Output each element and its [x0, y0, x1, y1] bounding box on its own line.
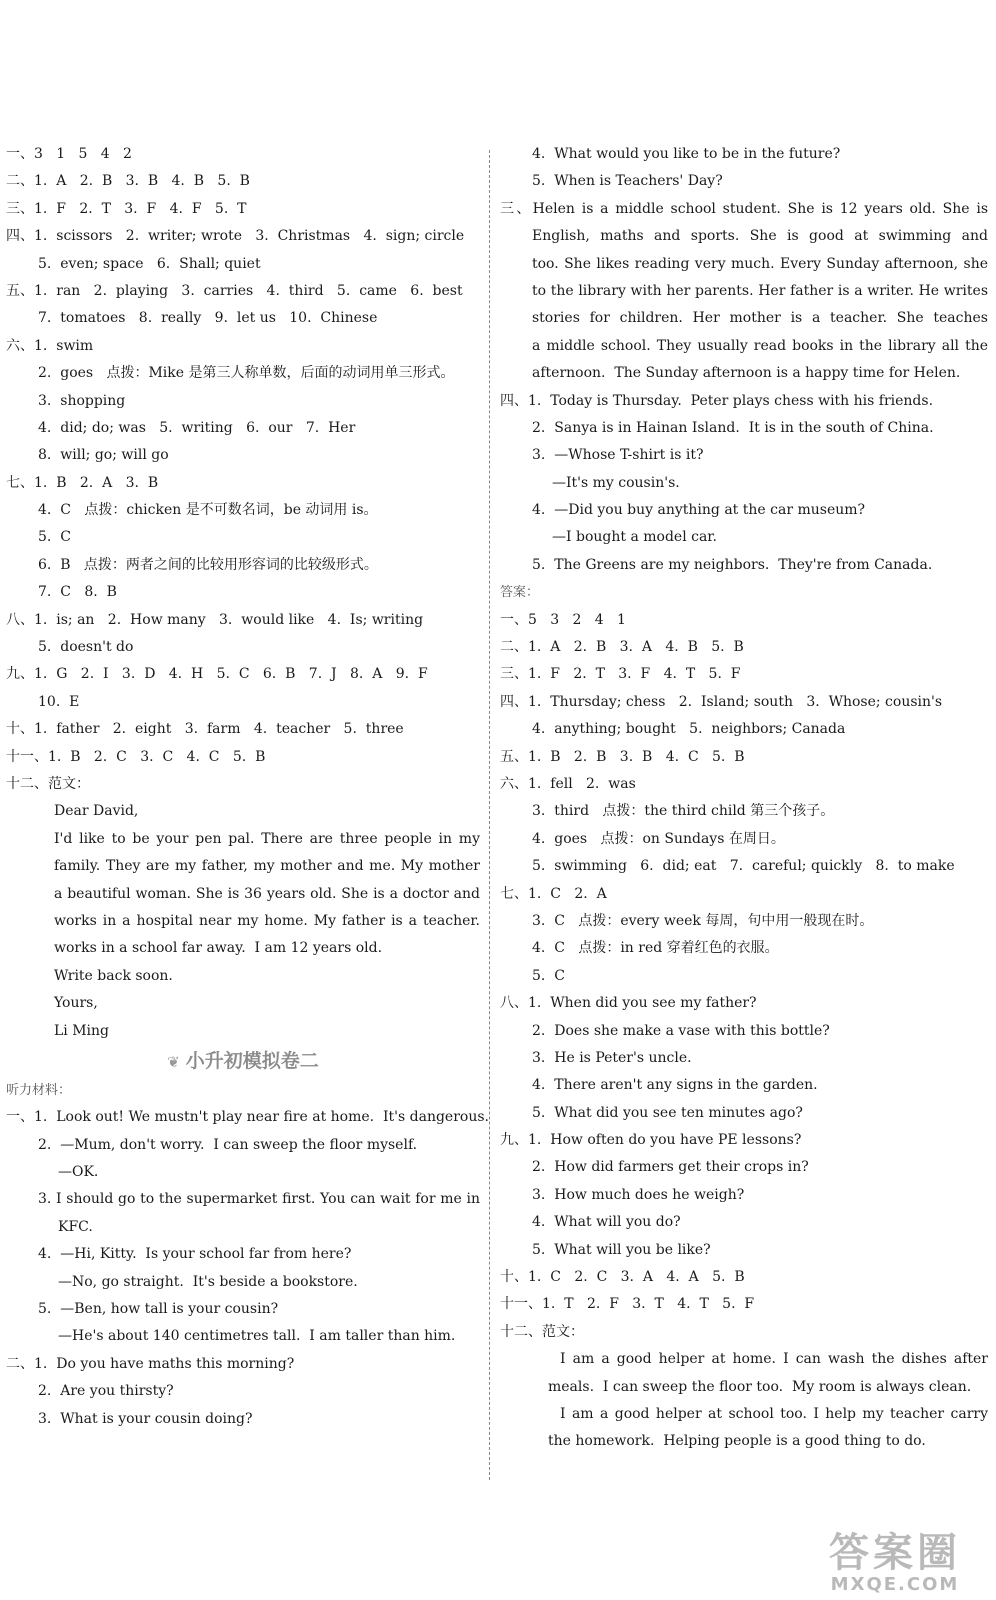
right-line: 3. How much does he weigh? [532, 1186, 745, 1203]
left-line: 四、1. scissors 2. writer; wrote 3. Christmas 4. sign; circle [6, 228, 465, 245]
right-line: 四、1. Thursday; chess 2. Island; south 3. Whose; cousin's [500, 693, 943, 710]
right-line: 4. What would you like to be in the future? [532, 146, 841, 162]
left-line: KFC. [58, 1218, 93, 1235]
right-line: the homework. Helping people is a good thing to do. [548, 1433, 926, 1450]
left-line: 三、1. F 2. T 3. F 4. F 5. T [6, 200, 247, 217]
right-line: 4. What will you do? [532, 1214, 681, 1231]
right-line: 5. What will you be like? [532, 1241, 711, 1258]
left-line: 2. goes 点拨：Mike 是第三人称单数，后面的动词用单三形式。 [38, 365, 455, 382]
right-line: 六、1. fell 2. was [500, 775, 636, 792]
right-line: 2. Sanya is in Hainan Island. It is in the south of China. [532, 419, 934, 436]
right-column [500, 141, 988, 1456]
right-line: stories for children. Her mother is a teacher. She teaches [532, 310, 988, 327]
right-line: 3. C 点拨：every week 每周，句中用一般现在时。 [532, 912, 874, 929]
left-line: 八、1. is; an 2. How many 3. would like 4. Is; writing [6, 611, 424, 628]
left-line: 二、1. A 2. B 3. B 4. B 5. B [6, 173, 250, 190]
right-line: 4. C 点拨：in red 穿着红色的衣服。 [532, 940, 779, 957]
right-line: 4. —Did you buy anything at the car museum? [532, 502, 866, 519]
left-column [6, 141, 489, 1433]
left-line: 3. shopping [38, 392, 126, 409]
left-line: 7. C 8. B [38, 584, 117, 601]
left-line: Li Ming [54, 1022, 110, 1039]
left-line: Dear David, [54, 803, 139, 820]
left-line: 6. B 点拨：两者之间的比较用形容词的比较级形式。 [38, 556, 378, 573]
right-line: meals. I can sweep the floor too. My room is always clean. [548, 1378, 972, 1395]
left-line: 一、3 1 5 4 2 [6, 146, 132, 162]
right-line: 九、1. How often do you have PE lessons? [500, 1132, 802, 1149]
right-line: 5. swimming 6. did; eat 7. careful; quickly 8. to make [532, 858, 955, 875]
right-line: I am a good helper at school too. I help my teacher carry [560, 1405, 988, 1422]
left-line: 3. I should go to the supermarket first. You can wait for me in [38, 1191, 480, 1208]
right-line: 5. When is Teachers' Day? [532, 173, 723, 190]
right-line: 答案： [500, 585, 540, 601]
right-line: 2. How did farmers get their crops in? [532, 1159, 809, 1176]
left-line: works in a hospital near my home. My father is a teacher. [54, 912, 480, 929]
left-line: 二、1. Do you have maths this morning? [6, 1355, 295, 1372]
right-line: 四、1. Today is Thursday. Peter plays chess with his friends. [500, 392, 934, 409]
watermark-logo [800, 1530, 990, 1596]
left-line: —No, go straight. It's beside a bookstore. [58, 1273, 358, 1290]
left-line: 4. C 点拨：chicken 是不可数名词，be 动词用 is。 [38, 502, 378, 519]
left-line: 8. will; go; will go [38, 447, 169, 464]
section-title: 小升初模拟卷二 [185, 1049, 319, 1072]
right-line: 5. C [532, 967, 565, 984]
left-line: 2. —Mum, don't worry. I can sweep the floor myself. [38, 1136, 418, 1153]
right-line: too. She likes reading very much. Every Sunday afternoon, she [532, 255, 988, 272]
left-line: works in a school far away. I am 12 years old. [54, 940, 383, 957]
left-line: 4. did; do; was 5. writing 6. our 7. Her [38, 419, 356, 436]
right-line: a middle school. They usually read books in the library all the [532, 337, 988, 354]
left-line: 十一、1. B 2. C 3. C 4. C 5. B [6, 748, 266, 765]
left-line: 3. What is your cousin doing? [38, 1410, 253, 1427]
right-line: 5. What did you see ten minutes ago? [532, 1104, 803, 1121]
left-line: I'd like to be your pen pal. There are three people in my [54, 830, 480, 847]
left-line: —He's about 140 centimetres tall. I am taller than him. [58, 1328, 456, 1345]
left-line: 5. even; space 6. Shall; quiet [38, 255, 261, 272]
left-line: 十、1. father 2. eight 3. farm 4. teacher 5. three [6, 721, 404, 738]
right-line: I am a good helper at home. I can wash the dishes after [560, 1351, 988, 1368]
left-line: —OK. [58, 1164, 99, 1181]
right-line: 五、1. B 2. B 3. B 4. C 5. B [500, 748, 745, 765]
right-line: —It's my cousin's. [552, 474, 680, 491]
right-line: 3. —Whose T-shirt is it? [532, 447, 704, 464]
right-line: 十二、范文： [500, 1323, 584, 1340]
right-line: 一、5 3 2 4 1 [500, 611, 626, 628]
right-line: 4. There aren't any signs in the garden. [532, 1077, 818, 1094]
left-line: 五、1. ran 2. playing 3. carries 4. third 5. came 6. best [6, 282, 463, 299]
right-line: 4. anything; bought 5. neighbors; Canada [532, 721, 846, 738]
right-line: 4. goes 点拨：on Sundays 在周日。 [532, 830, 785, 847]
left-line: Write back soon. [54, 967, 173, 984]
right-line: 三、1. F 2. T 3. F 4. T 5. F [500, 666, 741, 683]
left-line: 10. E [38, 693, 80, 710]
left-line: 2. Are you thirsty? [38, 1383, 174, 1400]
column-divider [489, 150, 490, 1480]
right-line: to the library with her parents. Her father is a writer. He writes [532, 282, 988, 299]
left-line: 十二、范文： [6, 775, 90, 792]
right-line: 二、1. A 2. B 3. A 4. B 5. B [500, 639, 744, 656]
right-line: afternoon. The Sunday afternoon is a happy time for Helen. [532, 365, 961, 382]
left-line: family. They are my father, my mother and me. My mother [54, 858, 480, 875]
right-line: —I bought a model car. [552, 529, 717, 546]
left-line: 7. tomatoes 8. really 9. let us 10. Chinese [38, 310, 378, 327]
left-line: 一、1. Look out! We mustn't play near fire at home. It's dangerous. [6, 1109, 489, 1126]
right-line: 5. The Greens are my neighbors. They're from Canada. [532, 556, 933, 573]
right-line: 3. third 点拨：the third child 第三个孩子。 [532, 803, 835, 820]
right-line: 2. Does she make a vase with this bottle? [532, 1022, 830, 1039]
right-line: 八、1. When did you see my father? [500, 995, 757, 1012]
left-line: 5. doesn't do [38, 639, 134, 656]
left-line: 听力材料： [6, 1082, 72, 1098]
left-line: 5. C [38, 529, 71, 546]
paw-icon: ❦ [167, 1052, 180, 1071]
left-line [6, 1045, 480, 1077]
right-line: 十、1. C 2. C 3. A 4. A 5. B [500, 1269, 745, 1286]
left-line: 七、1. B 2. A 3. B [6, 474, 159, 491]
watermark-cn: 答案圈 [829, 1530, 961, 1576]
right-line: 十一、1. T 2. F 3. T 4. T 5. F [500, 1296, 755, 1313]
right-line: English, maths and sports. She is good at swimming and [532, 228, 988, 245]
left-line: 九、1. G 2. I 3. D 4. H 5. C 6. B 7. J 8. A 9. F [6, 666, 428, 683]
watermark-en: MXQE.COM [830, 1574, 960, 1595]
right-line: 3. He is Peter's uncle. [532, 1049, 692, 1066]
right-line: 七、1. C 2. A [500, 885, 607, 902]
right-line: 三、Helen is a middle school student. She is 12 years old. She is [500, 200, 988, 217]
left-line: 六、1. swim [6, 337, 94, 354]
left-line: Yours, [54, 995, 98, 1012]
left-line: a beautiful woman. She is 36 years old. She is a doctor and [54, 885, 480, 902]
left-line: 5. —Ben, how tall is your cousin? [38, 1301, 279, 1318]
left-line: 4. —Hi, Kitty. Is your school far from here? [38, 1246, 352, 1263]
